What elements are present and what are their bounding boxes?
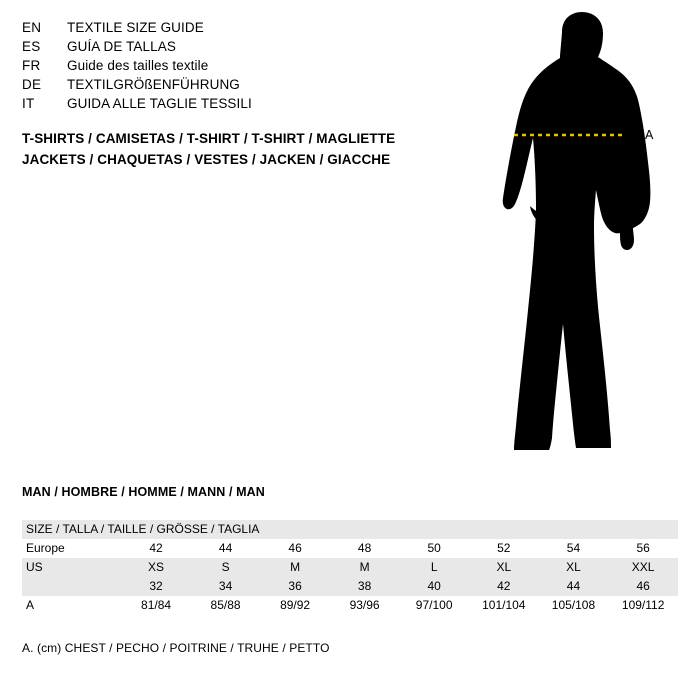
cell-us-4: M [359,560,370,574]
cell-a-1: 81/84 [141,598,172,612]
language-code-de: DE [22,77,42,92]
language-code-fr: FR [22,58,41,73]
male-silhouette-figure [470,10,690,470]
language-text-es: GUÍA DE TALLAS [67,39,176,54]
cell-europe-1: 42 [149,541,163,555]
cell-usnum-2: 34 [218,579,233,593]
cell-a-8: 109/112 [621,598,665,612]
cell-europe-7: 54 [566,541,581,555]
cell-us-6: XL [496,560,512,574]
language-text-de: TEXTILGRÖßENFÜHRUNG [67,77,240,92]
language-row-de [22,77,482,96]
row-label-europe: Europe [26,541,65,555]
cell-a-4: 93/96 [349,598,380,612]
table-header-label: SIZE / TALLA / TAILLE / GRÖSSE / TAGLIA [26,522,260,536]
language-code-es: ES [22,39,41,54]
cell-europe-5: 50 [427,541,441,555]
cell-europe-4: 48 [357,541,372,555]
table-group-title: MAN / HOMBRE / HOMME / MANN / MAN [22,485,265,499]
language-code-it: IT [22,96,35,111]
cell-usnum-7: 44 [566,579,581,593]
language-header-block [22,20,482,115]
table-row [22,539,678,558]
cell-usnum-8: 46 [636,579,650,593]
language-row-fr [22,58,482,77]
cell-europe-2: 44 [218,541,233,555]
cell-us-8: XXL [631,560,655,574]
cell-a-3: 89/92 [280,598,311,612]
language-text-en: TEXTILE SIZE GUIDE [67,20,204,35]
language-text-it: GUIDA ALLE TAGLIE TESSILI [67,96,252,111]
table-footnote: A. (cm) CHEST / PECHO / POITRINE / TRUHE / PETTO [22,641,330,655]
language-row-it [22,96,482,115]
category-line-tshirts: T-SHIRTS / CAMISETAS / T-SHIRT / T-SHIRT / MAGLIETTE [22,131,396,146]
measure-label-a: A [645,128,654,142]
cell-usnum-4: 38 [357,579,372,593]
row-label-us-numeric [22,577,121,596]
language-row-en [22,20,482,39]
cell-usnum-6: 42 [497,579,511,593]
cell-a-7: 105/108 [551,598,596,612]
cell-us-7: XL [566,560,581,574]
cell-a-5: 97/100 [415,598,453,612]
category-line-jackets: JACKETS / CHAQUETAS / VESTES / JACKEN / GIACCHE [22,152,391,167]
language-row-es [22,39,482,58]
cell-us-5: L [430,560,438,574]
table-row [22,558,678,577]
size-table [22,520,678,615]
table-row [22,577,678,596]
chest-measure-line [470,10,690,470]
table-header-row [22,520,678,539]
measure-leader-line [630,135,643,136]
cell-us-1: XS [148,560,165,574]
cell-europe-6: 52 [497,541,511,555]
row-label-a: A [26,598,35,612]
cell-europe-3: 46 [288,541,302,555]
cell-europe-8: 56 [636,541,650,555]
cell-us-2: S [221,560,230,574]
row-label-us: US [26,560,43,574]
cell-a-2: 85/88 [210,598,241,612]
cell-a-6: 101/104 [482,598,526,612]
language-text-fr: Guide des tailles textile [67,58,209,73]
cell-usnum-5: 40 [427,579,441,593]
cell-us-3: M [290,560,301,574]
cell-usnum-1: 32 [149,579,163,593]
table-row [22,596,678,615]
category-block [22,128,492,170]
cell-usnum-3: 36 [288,579,302,593]
language-code-en: EN [22,20,42,35]
